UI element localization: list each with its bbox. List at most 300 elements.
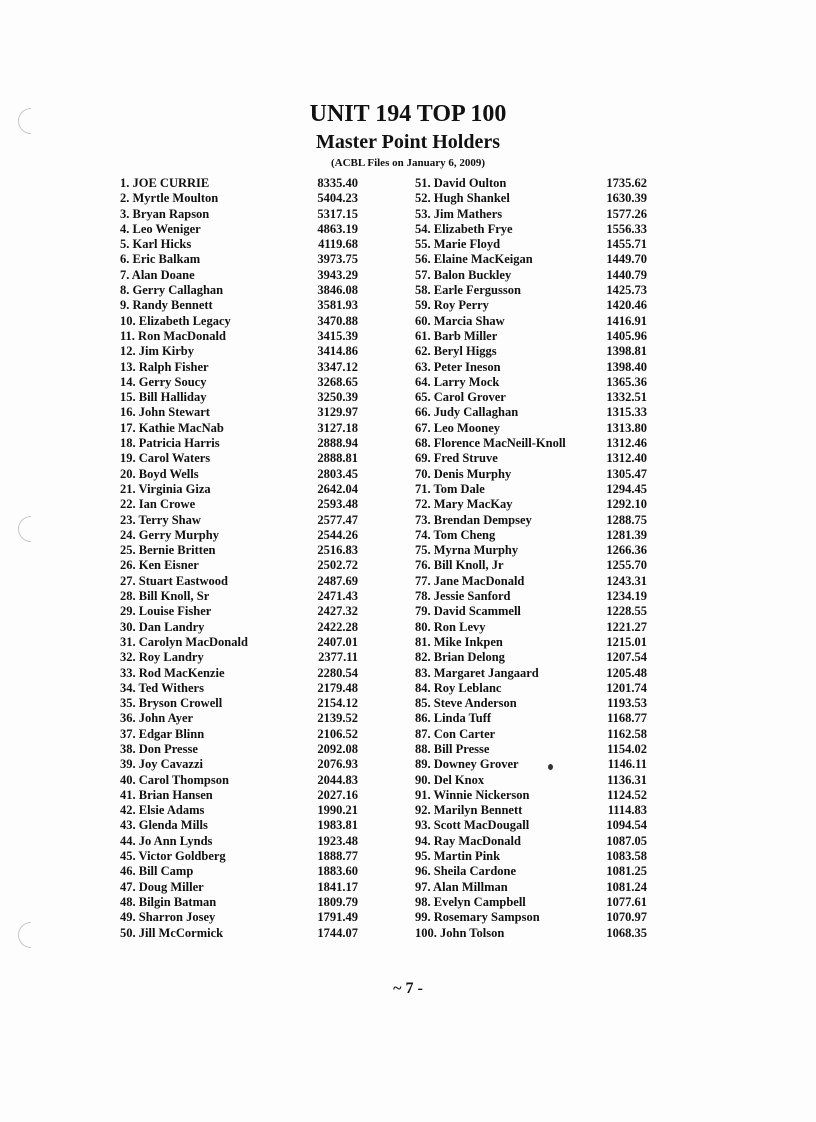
master-points: 2179.48 [317,680,358,695]
player-name: 55. Marie Floyd [415,237,501,252]
player-name: 44. Jo Ann Lynds [120,833,213,848]
player-name: 21. Virginia Giza [120,481,211,496]
list-item [415,543,647,558]
list-item [120,635,358,650]
list-item [120,528,358,543]
player-name: 64. Larry Mock [415,374,500,389]
player-name: 41. Brian Hansen [120,787,213,802]
player-name: 82. Brian Delong [415,650,505,665]
list-item [415,589,647,604]
list-item [120,620,358,635]
master-points: 1193.53 [607,696,647,711]
master-points: 2502.72 [317,558,358,573]
master-points: 1081.25 [606,864,647,879]
master-points: 3268.65 [317,374,358,389]
player-name: 31. Carolyn MacDonald [120,634,248,649]
player-name: 99. Rosemary Sampson [415,910,540,925]
punch-hole [18,922,44,948]
master-points: 1114.83 [607,803,647,818]
list-item [120,176,358,191]
list-item [415,298,647,313]
list-item [120,513,358,528]
master-points: 1168.77 [607,711,647,726]
list-item [415,818,647,833]
player-name: 65. Carol Grover [415,390,506,405]
player-name: 71. Tom Dale [415,481,485,496]
player-name: 80. Ron Levy [415,619,486,634]
player-name: 12. Jim Kirby [120,344,194,359]
player-name: 62. Beryl Higgs [415,344,497,359]
list-item [120,252,358,267]
player-name: 35. Bryson Crowell [120,696,223,711]
player-name: 52. Hugh Shankel [415,191,510,206]
master-points: 2577.47 [317,512,358,527]
list-item [120,589,358,604]
master-points: 1215.01 [606,634,647,649]
player-name: 25. Bernie Britten [120,543,216,558]
master-points: 1888.77 [317,849,358,864]
master-points: 1883.60 [317,864,358,879]
player-name: 26. Ken Eisner [120,558,199,573]
list-item [415,344,647,359]
player-name: 89. Downey Grover [415,757,519,772]
player-name: 38. Don Presse [120,741,198,756]
master-points: 1398.40 [606,359,647,374]
master-points: 1398.81 [606,344,647,359]
player-name: 18. Patricia Harris [120,436,220,451]
player-name: 32. Roy Landry [120,650,204,665]
player-name: 98. Evelyn Campbell [415,894,526,909]
player-name: 88. Bill Presse [415,741,490,756]
list-item [415,849,647,864]
master-points: 1312.40 [606,451,647,466]
list-item [415,405,647,420]
list-item [415,390,647,405]
list-item [120,895,358,910]
list-item [415,910,647,925]
master-points: 4119.68 [318,237,358,252]
player-name: 42. Elsie Adams [120,803,205,818]
master-points: 1201.74 [606,680,647,695]
master-points: 3127.18 [317,420,358,435]
player-name: 57. Balon Buckley [415,267,512,282]
player-name: 95. Martin Pink [415,849,501,864]
master-points: 1228.55 [606,604,647,619]
list-item [120,926,358,941]
master-points: 1087.05 [606,833,647,848]
list-item [120,910,358,925]
master-points: 1162.58 [607,726,647,741]
player-name: 4. Leo Weniger [120,221,201,236]
master-points: 1630.39 [606,191,647,206]
list-item [120,818,358,833]
player-name: 46. Bill Camp [120,864,194,879]
player-name: 40. Carol Thompson [120,772,229,787]
master-points: 1312.46 [606,436,647,451]
list-item [120,543,358,558]
master-points: 1315.33 [606,405,647,420]
list-item [415,574,647,589]
list-item [120,191,358,206]
master-points: 1841.17 [317,879,358,894]
list-item [415,864,647,879]
master-points: 1068.35 [606,925,647,940]
player-name: 91. Winnie Nickerson [415,787,530,802]
player-name: 11. Ron MacDonald [120,328,226,343]
player-name: 83. Margaret Jangaard [415,665,539,680]
player-name: 93. Scott MacDougall [415,818,530,833]
player-name: 100. John Tolson [415,925,505,940]
master-points: 1983.81 [317,818,358,833]
list-item [120,497,358,512]
master-points: 1305.47 [606,466,647,481]
master-points: 2642.04 [317,481,358,496]
master-points: 3470.88 [317,313,358,328]
list-item [415,895,647,910]
list-item [415,329,647,344]
master-points: 1455.71 [606,237,647,252]
player-name: 53. Jim Mathers [415,206,503,221]
list-item [415,926,647,941]
player-name: 16. John Stewart [120,405,210,420]
master-points: 1990.21 [317,803,358,818]
master-points: 2427.32 [317,604,358,619]
list-item [415,681,647,696]
master-points: 2544.26 [317,527,358,542]
master-points: 2154.12 [317,696,358,711]
player-name: 50. Jill McCormick [120,925,224,940]
list-item [415,314,647,329]
player-name: 49. Sharron Josey [120,910,216,925]
page-title: UNIT 194 TOP 100 [309,101,507,127]
player-name: 63. Peter Ineson [415,359,501,374]
master-points: 3943.29 [317,267,358,282]
list-item [120,344,358,359]
master-points: 2377.11 [318,650,358,665]
player-name: 19. Carol Waters [120,451,211,466]
master-points: 2092.08 [317,741,358,756]
master-points: 1234.19 [606,589,647,604]
master-points: 2106.52 [317,726,358,741]
player-name: 81. Mike Inkpen [415,634,503,649]
player-name: 48. Bilgin Batman [120,894,217,909]
master-points: 3846.08 [317,283,358,298]
master-points: 1440.79 [606,267,647,282]
master-points: 3415.39 [317,328,358,343]
list-item [120,681,358,696]
list-item [415,635,647,650]
list-item [120,283,358,298]
master-points: 2422.28 [317,619,358,634]
master-points: 1154.02 [607,741,647,756]
master-points: 1577.26 [606,206,647,221]
list-item [415,620,647,635]
player-name: 94. Ray MacDonald [415,833,521,848]
list-item [415,650,647,665]
list-item [120,788,358,803]
player-name: 10. Elizabeth Legacy [120,313,231,328]
list-item [415,757,647,772]
player-name: 1. JOE CURRIE [120,176,210,190]
player-name: 85. Steve Anderson [415,696,517,711]
player-name: 29. Louise Fisher [120,604,212,619]
list-item [120,237,358,252]
list-item [415,604,647,619]
list-item [120,880,358,895]
master-points: 2888.81 [317,451,358,466]
list-item [120,421,358,436]
player-name: 70. Denis Murphy [415,466,512,481]
list-item [415,421,647,436]
player-name: 5. Karl Hicks [120,237,192,252]
list-item [120,482,358,497]
ranking-column-right [415,176,647,941]
list-item [120,696,358,711]
list-item [415,558,647,573]
player-name: 84. Roy Leblanc [415,680,502,695]
list-item [415,268,647,283]
player-name: 69. Fred Struve [415,451,498,466]
list-item [120,773,358,788]
master-points: 1288.75 [606,512,647,527]
source-note: (ACBL Files on January 6, 2009) [330,157,485,169]
player-name: 92. Marilyn Bennett [415,803,523,818]
player-name: 73. Brendan Dempsey [415,512,532,527]
master-points: 1923.48 [317,833,358,848]
list-item [120,451,358,466]
player-name: 28. Bill Knoll, Sr [120,589,210,604]
list-item [415,727,647,742]
player-name: 58. Earle Fergusson [415,283,521,298]
list-item [415,666,647,681]
master-points: 2076.93 [317,757,358,772]
list-item [120,849,358,864]
list-item [415,788,647,803]
master-points: 2487.69 [317,573,358,588]
player-name: 45. Victor Goldberg [120,849,226,864]
list-item [120,558,358,573]
master-points: 3347.12 [317,359,358,374]
master-points: 2888.94 [317,436,358,451]
player-name: 23. Terry Shaw [120,512,201,527]
list-item [120,298,358,313]
player-name: 36. John Ayer [120,711,194,726]
master-points: 1243.31 [606,573,647,588]
player-name: 9. Randy Bennett [120,298,213,313]
list-item [415,436,647,451]
master-points: 3414.86 [317,344,358,359]
list-item [120,604,358,619]
list-item [120,375,358,390]
master-points: 1083.58 [606,849,647,864]
list-item [415,711,647,726]
master-points: 1313.80 [606,420,647,435]
list-item [120,467,358,482]
player-name: 43. Glenda Mills [120,818,208,833]
list-item [120,864,358,879]
master-points: 1292.10 [606,497,647,512]
player-name: 27. Stuart Eastwood [120,573,228,588]
list-item [415,176,647,191]
list-item [120,390,358,405]
list-item [415,467,647,482]
list-item [415,696,647,711]
master-points: 2593.48 [317,497,358,512]
master-points: 1266.36 [606,543,647,558]
list-item [415,513,647,528]
player-name: 61. Barb Miller [415,328,498,343]
player-name: 39. Joy Cavazzi [120,757,203,772]
list-item [120,574,358,589]
list-item [120,314,358,329]
list-item [120,329,358,344]
master-points: 2027.16 [317,787,358,802]
master-points: 1556.33 [606,221,647,236]
master-points: 3129.97 [317,405,358,420]
player-name: 68. Florence MacNeill-Knoll [415,436,566,451]
page-subtitle: Master Point Holders [315,131,501,153]
ink-speck [548,764,553,770]
master-points: 1070.97 [606,910,647,925]
player-name: 74. Tom Cheng [415,527,496,542]
list-item [120,436,358,451]
master-points: 1294.45 [606,481,647,496]
master-points: 2139.52 [317,711,358,726]
player-name: 8. Gerry Callaghan [120,283,224,298]
player-name: 79. David Scammell [415,604,521,619]
player-name: 56. Elaine MacKeigan [415,252,533,267]
master-points: 1405.96 [606,328,647,343]
list-item [120,650,358,665]
player-name: 78. Jessie Sanford [415,589,511,604]
list-item [120,405,358,420]
list-item [415,207,647,222]
page-number: ~ 7 - [393,980,423,997]
list-item [415,191,647,206]
master-points: 1207.54 [606,650,647,665]
player-name: 24. Gerry Murphy [120,527,219,542]
player-name: 30. Dan Landry [120,619,205,634]
master-points: 1332.51 [606,390,647,405]
master-points: 1146.11 [607,757,647,772]
master-points: 1416.91 [606,313,647,328]
list-item [120,268,358,283]
master-points: 1420.46 [606,298,647,313]
list-item [415,742,647,757]
master-points: 1255.70 [606,558,647,573]
master-points: 3250.39 [317,390,358,405]
list-item [120,727,358,742]
master-points: 1124.52 [607,787,647,802]
master-points: 2044.83 [317,772,358,787]
list-item [120,803,358,818]
list-item [120,742,358,757]
list-item [415,360,647,375]
list-item [120,207,358,222]
ranking-column-left [120,176,358,941]
list-item [120,834,358,849]
master-points: 2407.01 [317,634,358,649]
player-name: 51. David Oulton [415,176,507,190]
player-name: 60. Marcia Shaw [415,313,505,328]
list-item [120,222,358,237]
list-item [120,757,358,772]
player-name: 77. Jane MacDonald [415,573,525,588]
player-name: 14. Gerry Soucy [120,374,207,389]
master-points: 1221.27 [606,619,647,634]
master-points: 5404.23 [317,191,358,206]
master-points: 1205.48 [606,665,647,680]
player-name: 97. Alan Millman [415,879,508,894]
list-item [415,283,647,298]
list-item [415,497,647,512]
player-name: 22. Ian Crowe [120,497,196,512]
player-name: 66. Judy Callaghan [415,405,519,420]
player-name: 87. Con Carter [415,726,496,741]
player-name: 34. Ted Withers [120,680,204,695]
list-item [415,451,647,466]
master-points: 1081.24 [606,879,647,894]
master-points: 1744.07 [317,925,358,940]
master-points: 2471.43 [317,589,358,604]
master-points: 5317.15 [317,206,358,221]
master-points: 8335.40 [317,176,358,190]
list-item [415,803,647,818]
master-points: 3973.75 [317,252,358,267]
master-points: 3581.93 [317,298,358,313]
player-name: 76. Bill Knoll, Jr [415,558,504,573]
list-item [415,482,647,497]
player-name: 75. Myrna Murphy [415,543,519,558]
player-name: 86. Linda Tuff [415,711,492,726]
master-points: 1791.49 [317,910,358,925]
player-name: 90. Del Knox [415,772,485,787]
list-item [415,834,647,849]
player-name: 17. Kathie MacNab [120,420,224,435]
list-item [415,773,647,788]
player-name: 37. Edgar Blinn [120,726,205,741]
master-points: 1809.79 [317,894,358,909]
punch-hole [18,516,44,542]
player-name: 3. Bryan Rapson [120,206,210,221]
player-name: 20. Boyd Wells [120,466,199,481]
player-name: 7. Alan Doane [120,267,195,282]
list-item [120,666,358,681]
list-item [120,360,358,375]
player-name: 67. Leo Mooney [415,420,501,435]
player-name: 6. Eric Balkam [120,252,201,267]
list-item [415,237,647,252]
master-points: 1449.70 [606,252,647,267]
master-points: 1365.36 [606,374,647,389]
player-name: 54. Elizabeth Frye [415,221,513,236]
master-points: 2516.83 [317,543,358,558]
master-points: 1735.62 [606,176,647,190]
master-points: 4863.19 [317,221,358,236]
player-name: 2. Myrtle Moulton [120,191,219,206]
player-name: 59. Roy Perry [415,298,489,313]
master-points: 2803.45 [317,466,358,481]
player-name: 13. Ralph Fisher [120,359,209,374]
master-points: 1077.61 [606,894,647,909]
list-item [415,528,647,543]
master-points: 1136.31 [607,772,647,787]
list-item [120,711,358,726]
player-name: 33. Rod MacKenzie [120,665,225,680]
list-item [415,880,647,895]
master-points: 2280.54 [317,665,358,680]
document-header [0,100,816,170]
